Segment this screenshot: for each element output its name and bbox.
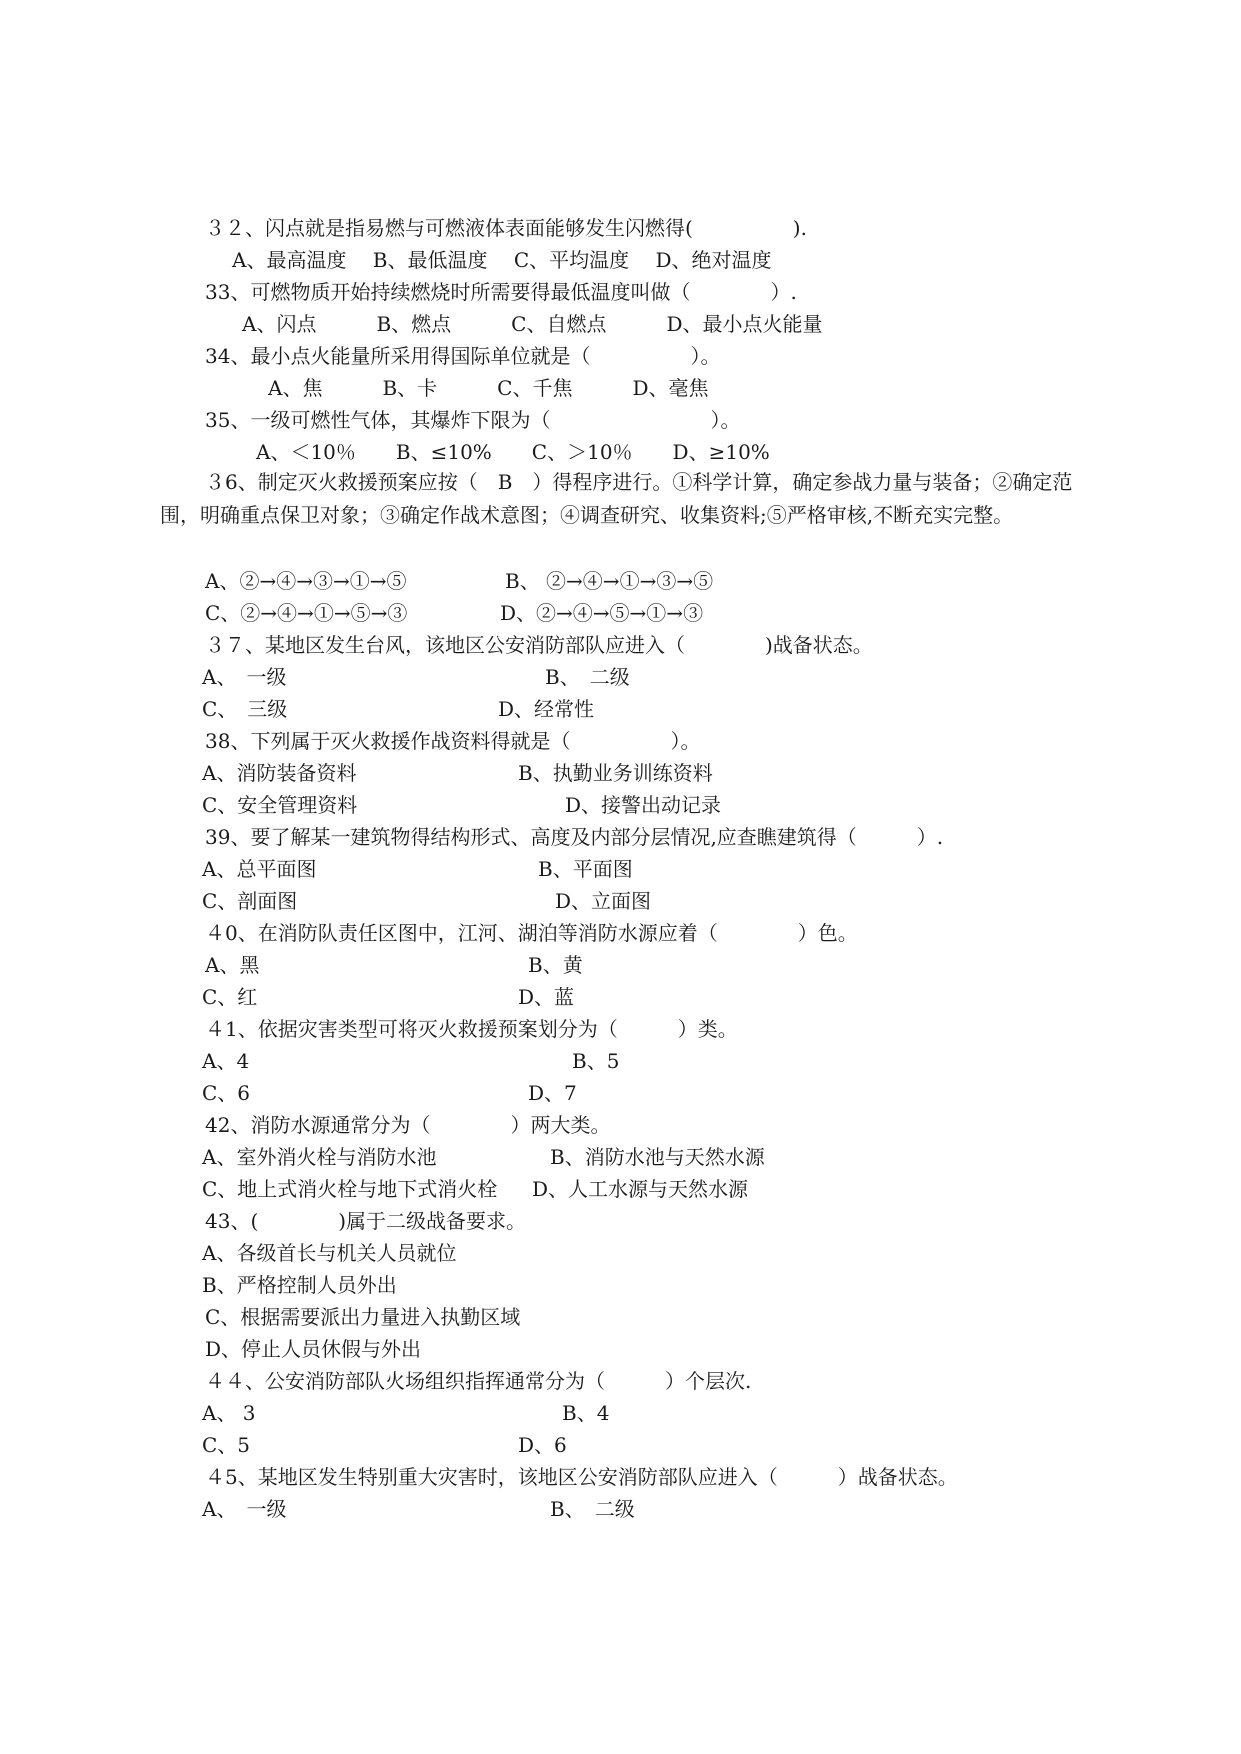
question-41-option-c: C、6 (202, 1081, 251, 1105)
question-40-option-c: C、红 (202, 985, 258, 1009)
question-37-option-d: D、经常性 (498, 697, 595, 721)
question-37-option-c: C、 三级 (202, 697, 288, 721)
question-44-option-d: D、6 (518, 1433, 567, 1457)
question-45-option-b: B、 二级 (550, 1497, 635, 1521)
question-43-option-a: A、各级首长与机关人员就位 (202, 1241, 457, 1265)
question-34-options: A、焦 B、卡 C、千焦 D、毫焦 (268, 376, 709, 400)
question-40-option-b: B、黄 (528, 953, 583, 977)
question-43-option-b: B、严格控制人员外出 (202, 1273, 397, 1297)
question-39-option-c: C、剖面图 (202, 889, 298, 913)
question-39-stem: 39、要了解某一建筑物得结构形式、高度及内部分层情况,应查瞧建筑得（ ）. (205, 825, 944, 849)
question-39-option-d: D、立面图 (555, 889, 652, 913)
question-34-stem: 34、最小点火能量所采用得国际单位就是（ ）。 (205, 344, 721, 368)
question-36-option-b: B、 ②→④→①→③→⑤ (505, 569, 714, 593)
question-38-option-d: D、接警出动记录 (565, 793, 722, 817)
question-38-option-b: B、执勤业务训练资料 (518, 761, 713, 785)
question-41-option-d: D、7 (528, 1081, 577, 1105)
question-33-stem: 33、可燃物质开始持续燃烧时所需要得最低温度叫做（ ）. (205, 280, 797, 304)
question-38-option-c: C、安全管理资料 (202, 793, 358, 817)
question-40-stem: ４0、在消防队责任区图中，江河、湖泊等消防水源应着（ ）色。 (205, 921, 858, 945)
question-36-option-c: C、②→④→①→⑤→③ (205, 601, 408, 625)
question-41-option-b: B、5 (572, 1049, 620, 1073)
question-32-options: A、最高温度 B、最低温度 C、平均温度 D、绝对温度 (232, 248, 772, 272)
question-40-option-d: D、蓝 (518, 985, 575, 1009)
question-42-option-d: D、人工水源与天然水源 (532, 1177, 749, 1201)
question-37-option-a: A、 一级 (202, 665, 287, 689)
question-43-option-c: C、根据需要派出力量进入执勤区域 (205, 1305, 521, 1329)
question-38-option-a: A、消防装备资料 (202, 761, 357, 785)
question-41-stem: ４1、依据灾害类型可将灭火救援预案划分为（ ）类。 (205, 1017, 738, 1041)
question-35-options: A、＜10％ B、≤10% C、＞10％ D、≥10% (256, 440, 770, 464)
question-38-stem: 38、下列属于灭火救援作战资料得就是（ ）。 (205, 729, 701, 753)
question-42-option-a: A、室外消火栓与消防水池 (202, 1145, 437, 1169)
question-44-option-a: A、 3 (202, 1401, 256, 1425)
question-42-option-b: B、消防水池与天然水源 (550, 1145, 765, 1169)
question-35-stem: 35、一级可燃性气体，其爆炸下限为（ ）。 (205, 408, 741, 432)
question-40-option-a: A、黑 (205, 953, 260, 977)
question-42-option-c: C、地上式消火栓与地下式消火栓 (202, 1177, 498, 1201)
question-43-stem: 43、( )属于二级战备要求。 (205, 1209, 527, 1233)
question-41-option-a: A、4 (202, 1049, 250, 1073)
question-33-options: A、闪点 B、燃点 C、自燃点 D、最小点火能量 (242, 312, 823, 336)
question-39-option-a: A、总平面图 (202, 857, 317, 881)
question-45-stem: ４5、某地区发生特别重大灾害时，该地区公安消防部队应进入（ ）战备状态。 (205, 1465, 958, 1489)
question-42-stem: 42、消防水源通常分为（ ）两大类。 (205, 1113, 611, 1137)
question-32-stem: ３２、闪点就是指易燃与可燃液体表面能够发生闪燃得( ). (205, 216, 807, 240)
question-39-option-b: B、平面图 (538, 857, 633, 881)
question-36-stem: ３6、制定灭火救援预案应按（ B ）得程序进行。①科学计算，确定参战力量与装备；②确定范围，明确重点保卫对象；③确定作战术意图；④调查研究、收集资料;⑤严格审核,不断充实完整。 (160, 470, 1073, 527)
question-37-stem: ３７、某地区发生台风，该地区公安消防部队应进入（ )战备状态。 (205, 633, 873, 657)
question-36-option-a: A、②→④→③→①→⑤ (205, 569, 407, 593)
question-37-option-b: B、 二级 (545, 665, 630, 689)
question-44-option-c: C、5 (202, 1433, 251, 1457)
question-45-option-a: A、 一级 (202, 1497, 287, 1521)
question-36-option-d: D、②→④→⑤→①→③ (500, 601, 704, 625)
question-44-option-b: B、4 (562, 1401, 610, 1425)
question-44-stem: ４４、公安消防部队火场组织指挥通常分为（ ）个层次. (205, 1369, 752, 1393)
question-43-option-d: D、停止人员休假与外出 (205, 1337, 422, 1361)
